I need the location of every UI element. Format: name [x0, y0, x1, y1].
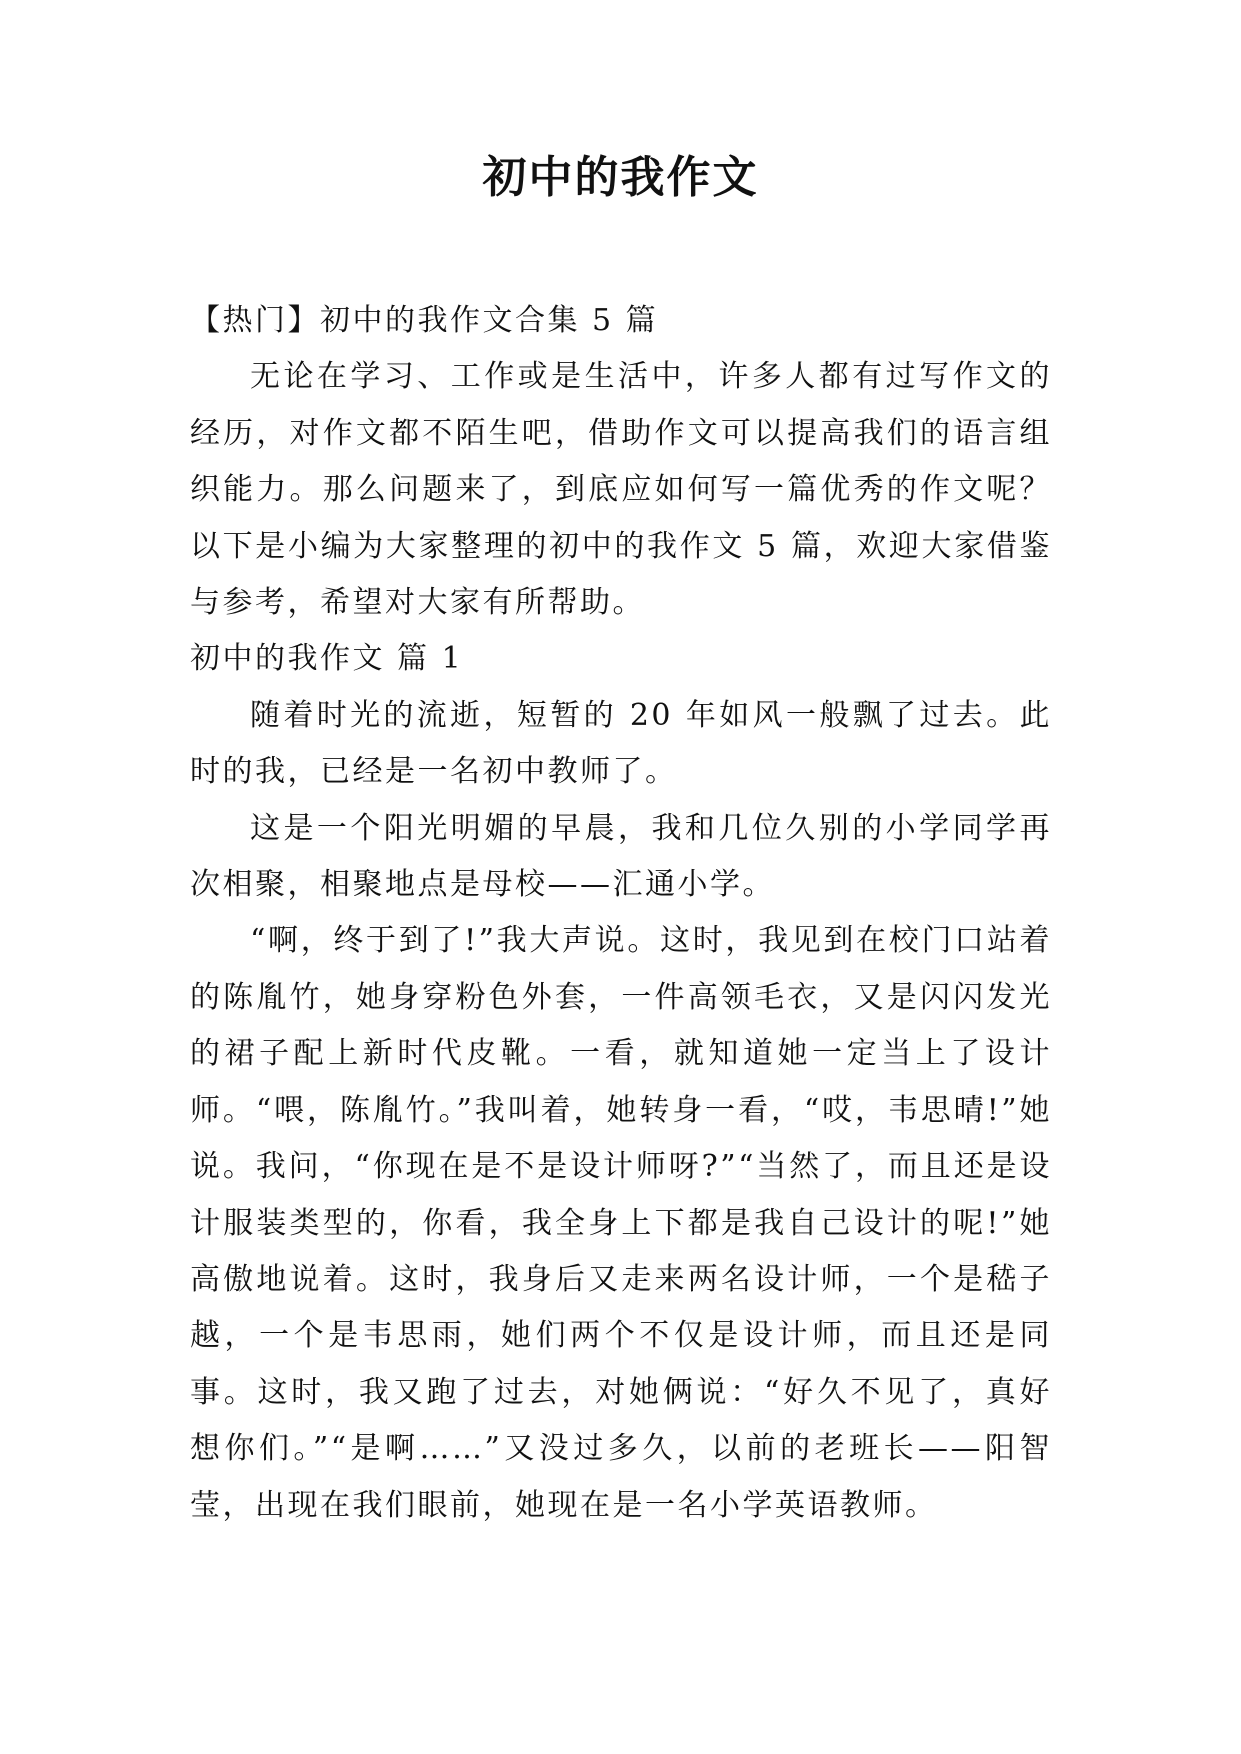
intro-heading: 【热门】初中的我作文合集 5 篇 [190, 303, 659, 338]
essay-1-heading: 初中的我作文 篇 1 [190, 641, 464, 677]
intro-paragraph: 无论在学习、工作或是生活中，许多人都有过写作文的经历，对作文都不陌生吧，借助作文可以提高我们的语言组织能力。那么问题来了，到底应如何写一篇优秀的作文呢？以下是小编为大家整理的初中的我作文 5 篇，欢迎大家借鉴与参考，希望对大家有所帮助。 [190, 359, 1052, 621]
essay-1-paragraph-3: “啊，终于到了!”我大声说。这时，我见到在校门口站着的陈胤竹，她身穿粉色外套，一件高领毛衣，又是闪闪发光的裙子配上新时代皮靴。一看，就知道她一定当上了设计师。“喂，陈胤竹。”我叫着，她转身一看，“哎，韦思晴!”她说。我问，“你现在是不是设计师呀?”“当然了，而且还是设计服装类型的，你看，我全身上下都是我自己设计的呢!”她高傲地说着。这时，我身后又走来两名设计师，一个是嵇子越，一个是韦思雨，她们两个不仅是设计师，而且还是同事。这时，我又跑了过去，对她俩说：“好久不见了，真好想你们。”“是啊……”又没过多久，以前的老班长——阳智莹，出现在我们眼前，她现在是一名小学英语教师。 [190, 923, 1052, 1523]
document-title: 初中的我作文 [482, 152, 759, 203]
document-body [190, 293, 1052, 1534]
essay-1-paragraph-1: 随着时光的流逝，短暂的 20 年如风一般飘了过去。此时的我，已经是一名初中教师了。 [190, 697, 1052, 790]
essay-1-paragraph-2: 这是一个阳光明媚的早晨，我和几位久别的小学同学再次相聚，相聚地点是母校——汇通小学。 [190, 810, 1052, 903]
